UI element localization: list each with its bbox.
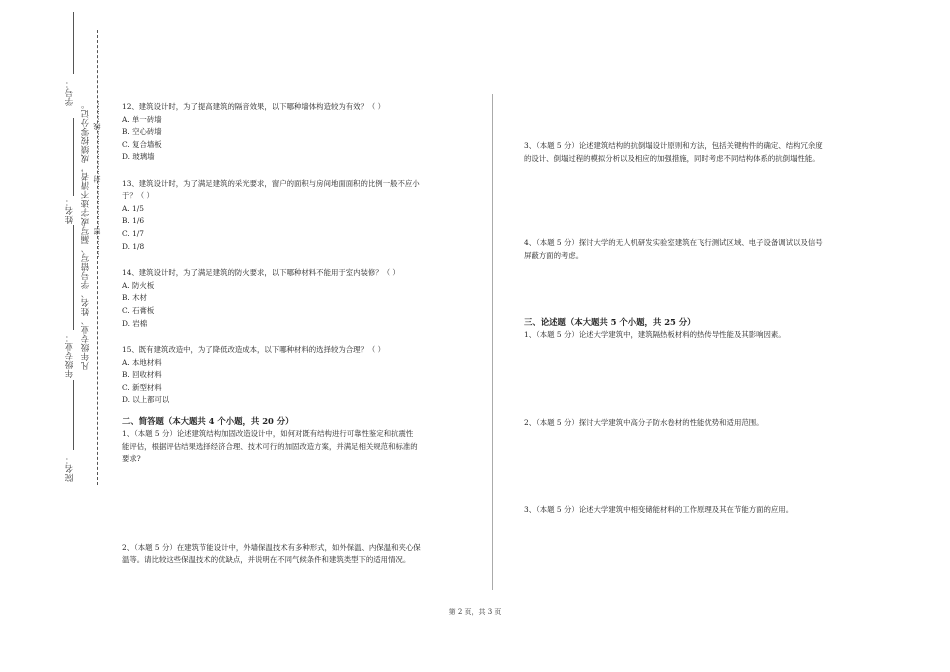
seal-dashed-line (97, 30, 98, 485)
question-14-option-b: B. 木材 (122, 293, 147, 303)
binding-line-name (73, 118, 74, 196)
question-14-stem: 14、建筑设计时，为了满足建筑的防火要求，以下哪种材料不能用于室内装修？（ ） (122, 268, 400, 278)
name-label: 姓名： (65, 197, 75, 224)
question-15-option-c: C. 新型材料 (122, 382, 162, 392)
essay-question-3: 3、（本题 5 分）论述大学建筑中相变储能材料的工作原理及其在节能方面的应用。 (524, 505, 794, 514)
short-answer-3-line2: 的设计、倒塌过程的模拟分析以及相应的加强措施，同时考虑不同结构体系的抗倒塌性能。 (524, 153, 820, 163)
short-answer-1-line3: 要求? (122, 454, 141, 463)
question-13-option-b: B. 1/6 (122, 216, 145, 226)
question-13-option-a: A. 1/5 (122, 203, 144, 213)
exam-no-label: 学号： (65, 79, 75, 106)
short-answer-1-line1: 1、（本题 5 分）论述建筑结构加固改造设计中，如何对既有结构进行可靠性鉴定和抗震性 (122, 429, 414, 438)
question-12-option-d: D. 玻璃墙 (122, 152, 155, 162)
short-answer-3-line1: 3、（本题 5 分）论述建筑结构的抗倒塌设计原则和方法，包括关键构件的确定、结构冗余度 (524, 141, 823, 150)
short-answer-2-line1: 2、（本题 5 分）在建筑节能设计中，外墙保温技术有多种形式，如外保温、内保温和夹心保 (122, 542, 421, 552)
right-column (524, 140, 869, 517)
question-15-option-b: B. 回收材料 (122, 370, 162, 380)
section-3-title: 三、论述题（本大题共 5 个小题，共 25 分） (524, 317, 696, 327)
binding-line-school (73, 380, 74, 450)
question-12-stem: 12、建筑设计时，为了提高建筑的隔音效果，以下哪种墙体构造较为有效？（ ） (122, 102, 386, 111)
question-12-option-b: B. 空心砖墙 (122, 127, 162, 137)
short-answer-4-line2: 屏蔽方面的考虑。 (524, 250, 584, 260)
binding-notice: 凡年级专业、姓名、学号错写、漏写或字迹不清者，成绩按零分记。 (81, 100, 91, 370)
question-13-option-c: C. 1/7 (122, 229, 144, 239)
column-divider (492, 94, 493, 590)
seal-line-text: ………密………………封………………线……… (93, 100, 101, 258)
question-12-option-c: C. 复合墙板 (122, 139, 162, 149)
short-answer-4-line1: 4、（本题 5 分）探讨大学的无人机研发实验室建筑在飞行测试区域、电子设备调试以及信号 (524, 238, 823, 247)
question-15-option-d: D. 以上都可以 (122, 395, 170, 405)
question-13-option-d: D. 1/8 (122, 241, 145, 251)
binding-line-exam-no (73, 12, 74, 74)
page-number-footer: 第 2 页，共 3 页 (448, 608, 502, 616)
essay-question-1: 1、（本题 5 分）论述大学建筑中，建筑隔热板材料的热传导性能及其影响因素。 (524, 330, 786, 339)
question-15-stem: 15、既有建筑改造中，为了降低改造成本，以下哪种材料的选择较为合理？（ ） (122, 345, 386, 355)
question-13-stem-line2: 于？（ ） (122, 191, 154, 201)
question-12-option-a: A. 单一砖墙 (122, 114, 162, 124)
question-14-option-d: D. 岩棉 (122, 318, 148, 328)
short-answer-1-line2: 能评估，根据评估结果选择经济合理、技术可行的加固改造方案，并满足相关规范和标准的 (122, 441, 418, 451)
question-14-option-a: A. 防火板 (122, 280, 155, 290)
left-column (122, 101, 467, 567)
binding-line-major (73, 225, 74, 330)
school-label: 院名： (65, 455, 75, 482)
question-14-option-c: C. 石膏板 (122, 305, 155, 315)
section-2-title: 二、简答题（本大题共 4 个小题，共 20 分） (122, 416, 294, 426)
short-answer-2-line2: 温等。请比较这些保温技术的优缺点，并说明在不同气候条件和建筑类型下的适用情况。 (122, 555, 411, 564)
major-label: 年级专业： (65, 333, 75, 378)
question-15-option-a: A. 本地材料 (122, 357, 162, 367)
essay-question-2: 2、（本题 5 分）探讨大学建筑中高分子防水卷材的性能优势和适用范围。 (524, 417, 764, 427)
question-13-stem-line1: 13、建筑设计时，为了满足建筑的采光要求，窗户的面积与房间地面面积的比例一般不应小 (122, 178, 420, 188)
